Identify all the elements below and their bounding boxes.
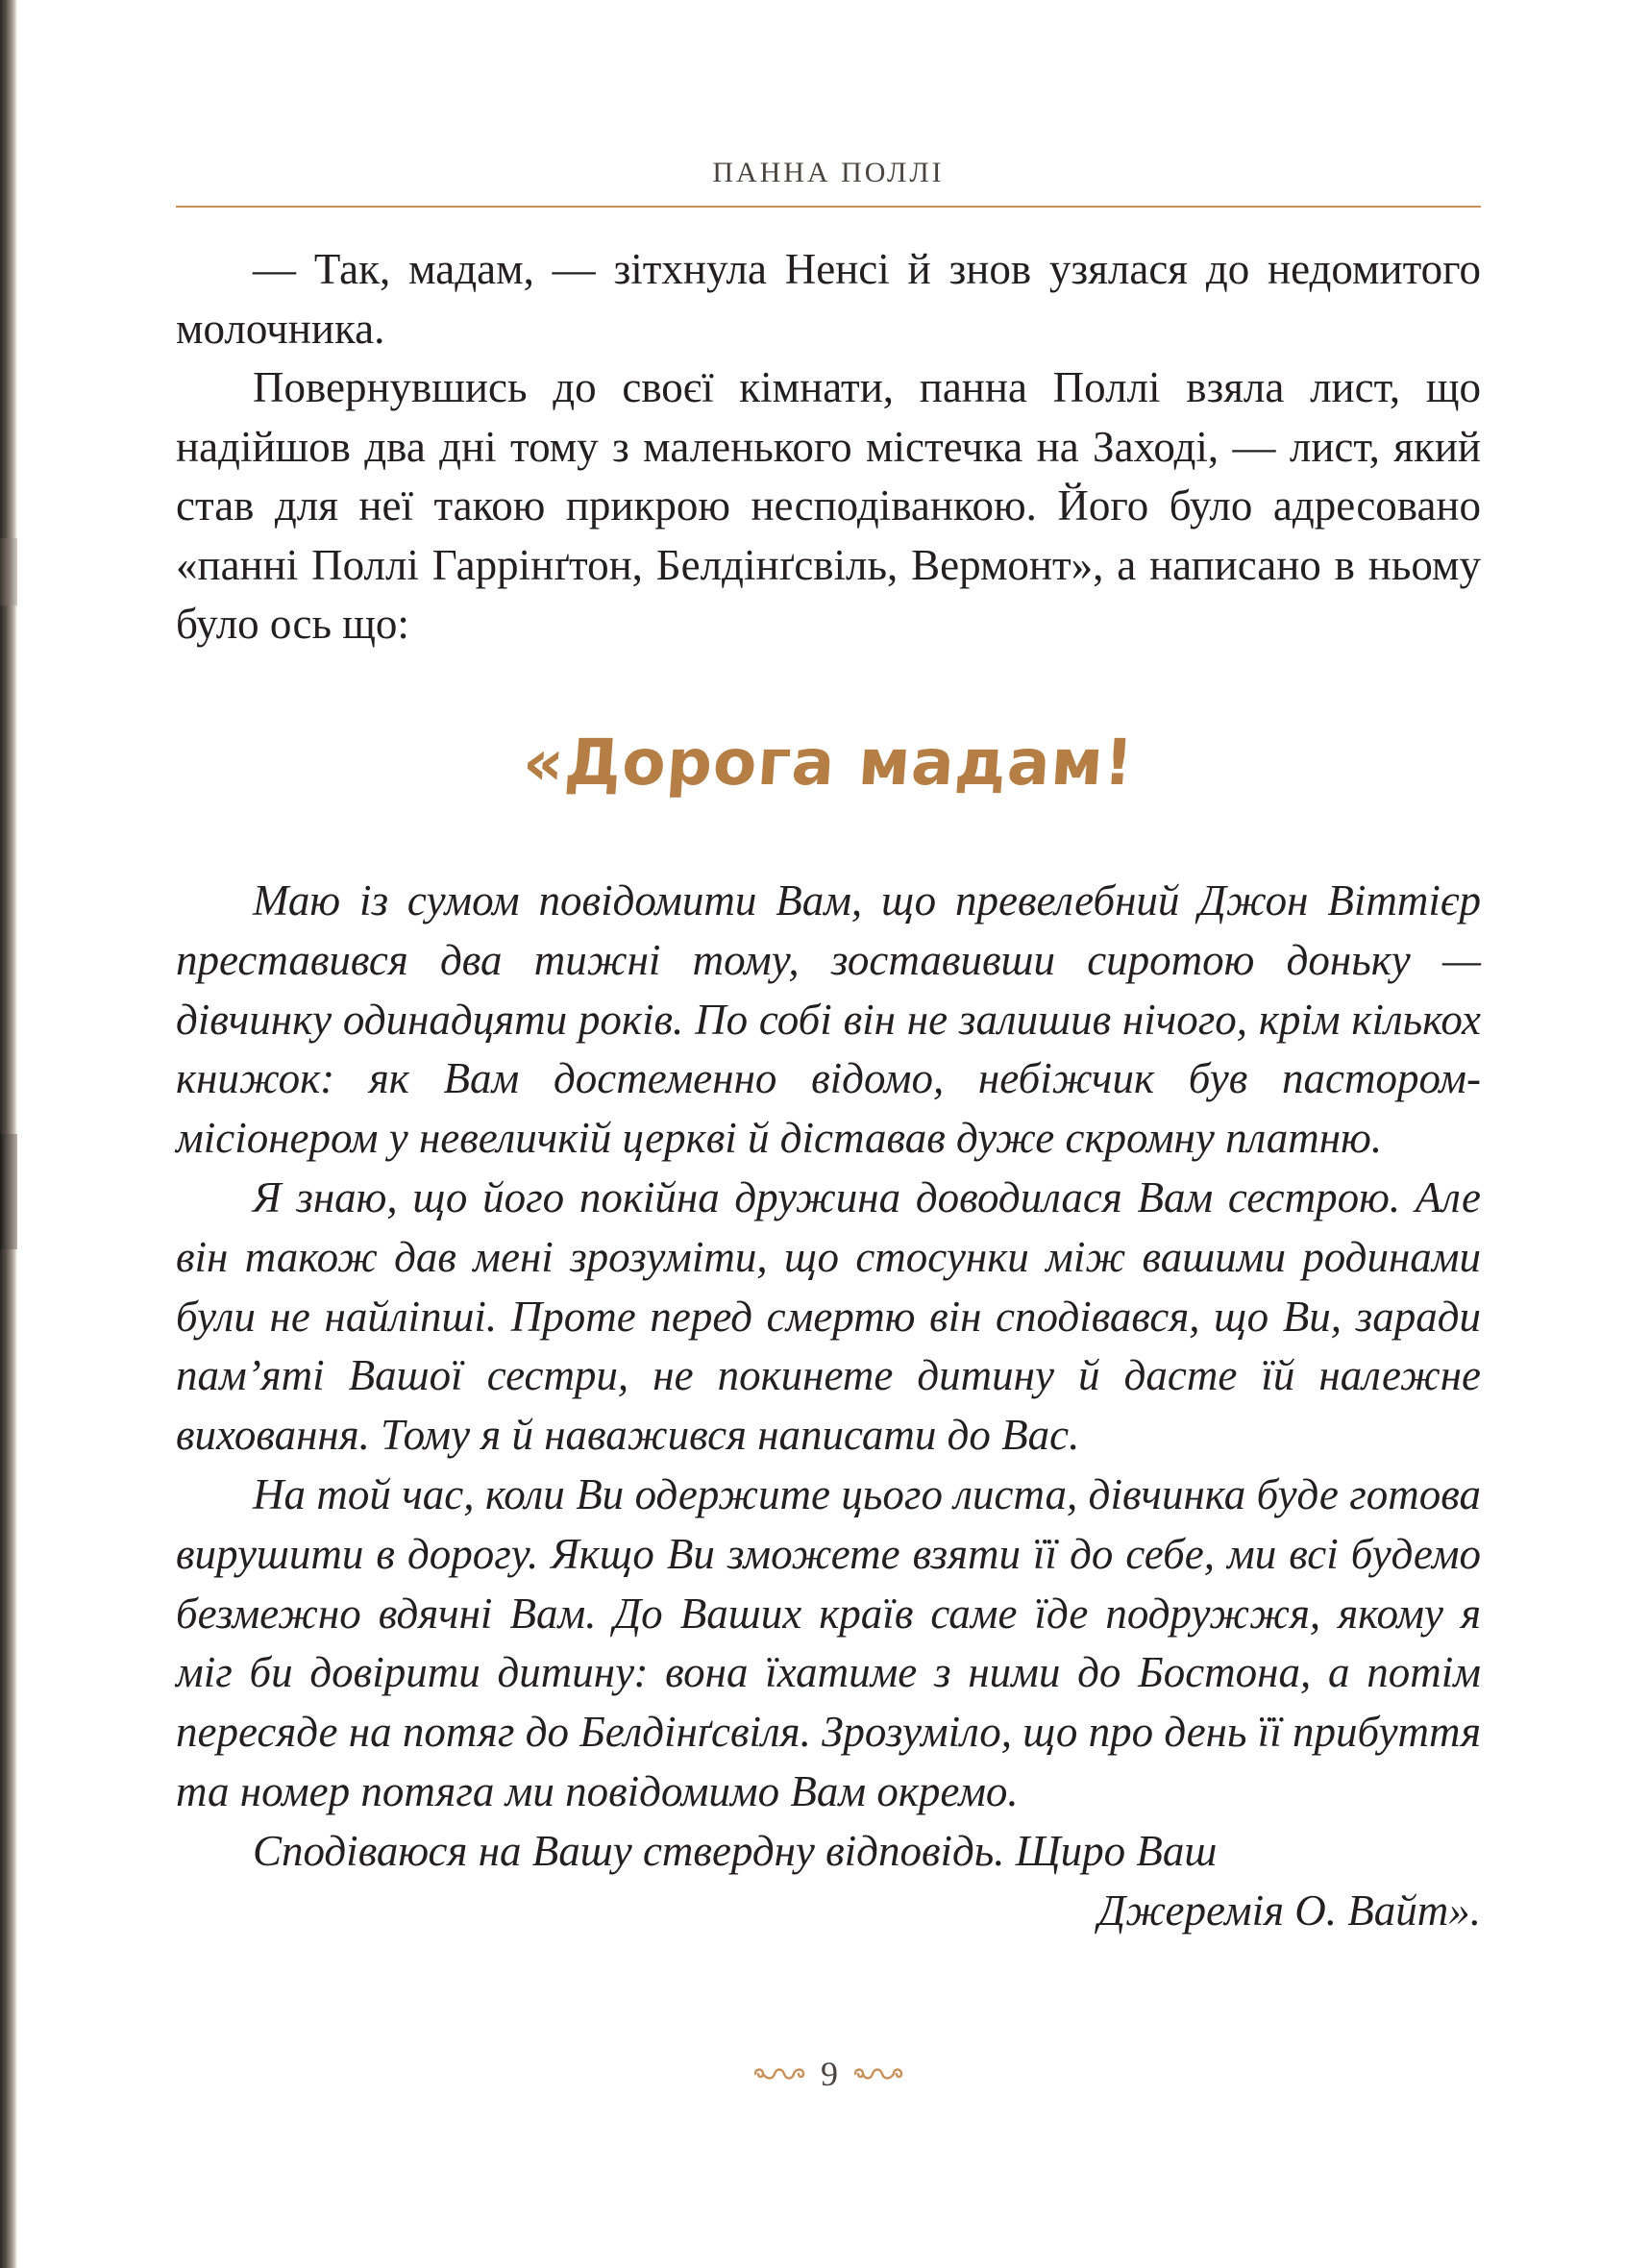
letter-body — [176, 872, 1481, 1940]
left-scroll-ornament-icon — [751, 2062, 809, 2085]
letter-closing: Сподіваюся на Вашу ствердну відповідь. Щиро Ваш — [253, 1826, 1218, 1875]
right-scroll-ornament-icon — [850, 2062, 907, 2085]
letter-signature: Джеремія О. Вайт». — [1097, 1886, 1481, 1935]
spine-shadow-band — [0, 538, 17, 605]
running-head: ПАННА ПОЛЛІ — [712, 157, 945, 188]
letter-heading: «Дорога мадам! — [520, 726, 1137, 800]
spine-shadow-band — [0, 1134, 17, 1249]
letter-paragraph: Я знаю, що його покійна дружина доводилася Вам сестрою. Але він також дав мені зрозуміти, що стосунки між вашими родинами були не найліпші. Проте перед смертю він сподівався, що Ви, заради пам’яті Вашої сестри, не покинете дитину й дасте їй належне виховання. Тому я й наважився написати до Вас. — [176, 1172, 1481, 1460]
paragraph: Повернувшись до своєї кімнати, панна Поллі взяла лист, що надійшов два дні тому з маленького містечка на Заході, — лист, який став для неї такою прикрою несподіванкою. Його було адресовано «панні Поллі Гаррінґтон, Белдінґсвіль, Вермонт», а написано в ньому було ось що: — [176, 363, 1481, 648]
page-number: 9 — [821, 2055, 838, 2093]
body-text — [176, 240, 1481, 654]
letter-paragraph: Маю із сумом повідомити Вам, що превелебний Джон Віттієр преставився два тижні тому, зоставивши сиротою доньку — дівчинку одинадцяти років. По собі він не залишив нічого, крім кількох книжок: як Вам достеменно відомо, небіжчик був пастором-місіонером у невеличкій церкві й діставав дуже скромну платню. — [176, 876, 1481, 1163]
book-spine-shadow — [0, 0, 17, 2268]
page-footer — [728, 2055, 930, 2093]
letter-paragraph: На той час, коли Ви одержите цього листа, дівчинка буде готова вирушити в дорогу. Якщо Ви зможете взяти її до себе, ми всі будемо безмежно вдячні Вам. До Ваших країв саме їде подружжя, якому я міг би довірити дитину: вона їхатиме з ними до Бостона, а потім пересяде на потяг до Белдінґсвіля. Зрозуміло, що про день її прибуття та номер потяга ми повідомимо Вам окремо. — [176, 1469, 1481, 1815]
header-rule — [176, 206, 1481, 208]
paragraph: — Так, мадам, — зітхнула Ненсі й знов узялася до недомитого молочника. — [176, 245, 1481, 353]
